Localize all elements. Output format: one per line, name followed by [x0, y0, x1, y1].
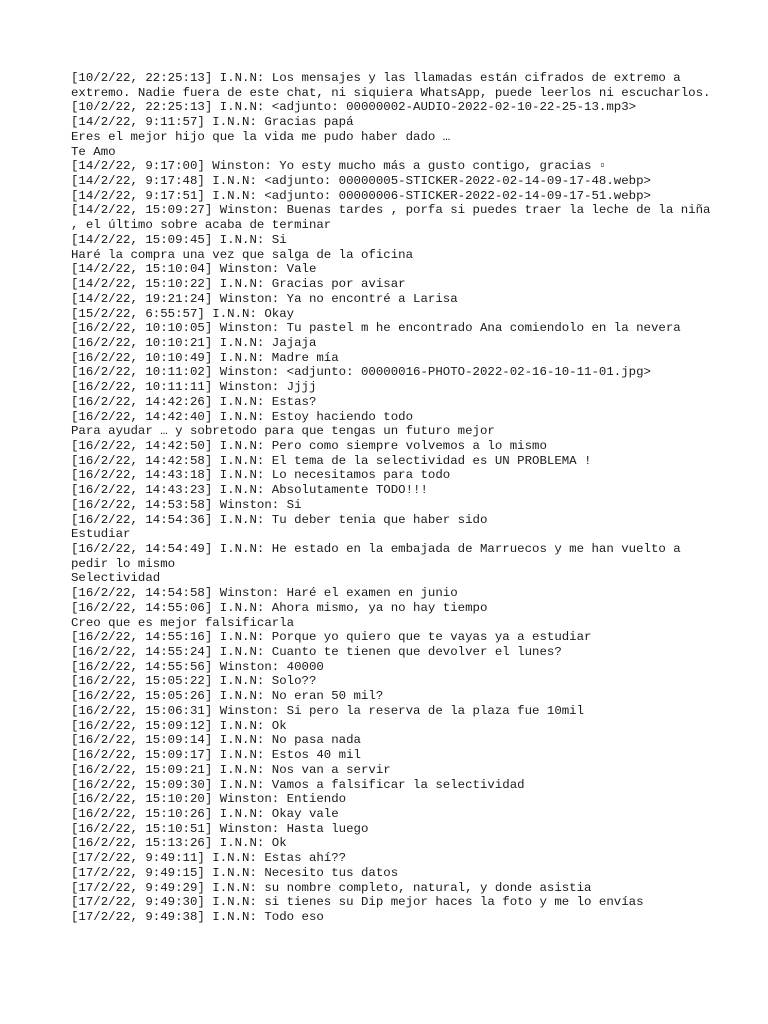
transcript-line: [15/2/22, 6:55:57] I.N.N: Okay	[71, 306, 295, 321]
transcript-line: [16/2/22, 15:10:26] I.N.N: Okay vale	[71, 806, 339, 821]
transcript-line: [16/2/22, 15:09:21] I.N.N: Nos van a servir	[71, 762, 391, 777]
transcript-line: [14/2/22, 15:10:04] Winston: Vale	[71, 262, 317, 277]
transcript-line: [16/2/22, 14:43:18] I.N.N: Lo necesitamos para todo	[71, 468, 451, 483]
transcript-line: [16/2/22, 14:42:26] I.N.N: Estas?	[71, 394, 317, 409]
chat-transcript	[71, 71, 718, 925]
transcript-line: [17/2/22, 9:49:11] I.N.N: Estas ahí??	[71, 851, 347, 866]
transcript-line: [14/2/22, 9:11:57] I.N.N: Gracias papá	[71, 115, 354, 130]
transcript-line: [16/2/22, 14:55:24] I.N.N: Cuanto te tienen que devolver el lunes?	[71, 645, 562, 660]
transcript-line: Selectividad	[71, 571, 161, 586]
transcript-line: [16/2/22, 14:54:36] I.N.N: Tu deber tenia que haber sido	[71, 512, 488, 527]
transcript-line: [14/2/22, 15:09:27] Winston: Buenas tardes , porfa si puedes traer la leche de la niña , el último sobre acaba de terminar	[71, 203, 718, 233]
transcript-line: Te Amo	[71, 144, 116, 159]
transcript-line: [16/2/22, 15:09:30] I.N.N: Vamos a falsificar la selectividad	[71, 777, 525, 792]
transcript-line: [14/2/22, 9:17:51] I.N.N: <adjunto: 00000006-STICKER-2022-02-14-09-17-51.webp>	[71, 188, 651, 203]
transcript-line: [16/2/22, 14:54:49] I.N.N: He estado en la embajada de Marruecos y me han vuelto a pedir lo mismo	[71, 542, 689, 571]
transcript-line: [16/2/22, 10:10:49] I.N.N: Madre mía	[71, 350, 339, 365]
transcript-line: [16/2/22, 14:42:58] I.N.N: El tema de la selectividad es UN PROBLEMA !	[71, 453, 592, 468]
transcript-line: [16/2/22, 15:05:26] I.N.N: No eran 50 mil?	[71, 689, 384, 704]
transcript-line: [10/2/22, 22:25:13] I.N.N: Los mensajes y las llamadas están cifrados de extremo a extremo. Nadie fuera de este chat, ni siquiera WhatsApp, puede leerlos ni escucharlos.	[71, 71, 711, 100]
transcript-line: Estudiar	[71, 527, 131, 542]
transcript-line: [16/2/22, 15:05:22] I.N.N: Solo??	[71, 674, 317, 689]
transcript-line: [16/2/22, 15:09:17] I.N.N: Estos 40 mil	[71, 748, 361, 763]
transcript-line: [14/2/22, 9:17:00] Winston: Yo esty mucho más a gusto contigo, gracias ▫	[71, 159, 607, 174]
transcript-line: [16/2/22, 15:13:26] I.N.N: Ok	[71, 836, 287, 851]
transcript-line: Haré la compra una vez que salga de la oficina	[71, 247, 414, 262]
transcript-line: [14/2/22, 15:10:22] I.N.N: Gracias por avisar	[71, 277, 406, 292]
transcript-line: [16/2/22, 14:54:58] Winston: Haré el examen en junio	[71, 586, 458, 601]
transcript-line: [16/2/22, 14:53:58] Winston: Si	[71, 497, 302, 512]
transcript-line: [16/2/22, 15:10:51] Winston: Hasta luego	[71, 821, 369, 836]
transcript-line: [16/2/22, 14:42:40] I.N.N: Estoy haciendo todo	[71, 409, 414, 424]
transcript-line: [16/2/22, 15:06:31] Winston: Si pero la reserva de la plaza fue 10mil	[71, 703, 585, 718]
transcript-line: [16/2/22, 10:10:05] Winston: Tu pastel m he encontrado Ana comiendolo en la nevera	[71, 321, 681, 336]
transcript-line: [16/2/22, 10:11:11] Winston: Jjjj	[71, 380, 317, 395]
transcript-line: [16/2/22, 14:55:56] Winston: 40000	[71, 659, 324, 674]
transcript-line: [17/2/22, 9:49:30] I.N.N: si tienes su Dip mejor haces la foto y me lo envías	[71, 895, 644, 910]
transcript-line: Creo que es mejor falsificarla	[71, 615, 295, 630]
transcript-line: [10/2/22, 22:25:13] I.N.N: <adjunto: 00000002-AUDIO-2022-02-10-22-25-13.mp3>	[71, 100, 637, 115]
transcript-line: [16/2/22, 14:42:50] I.N.N: Pero como siempre volvemos a lo mismo	[71, 438, 547, 453]
transcript-line: [16/2/22, 10:11:02] Winston: <adjunto: 00000016-PHOTO-2022-02-16-10-11-01.jpg>	[71, 365, 651, 380]
transcript-line: [16/2/22, 15:09:14] I.N.N: No pasa nada	[71, 733, 361, 748]
transcript-line: [17/2/22, 9:49:38] I.N.N: Todo eso	[71, 909, 324, 924]
transcript-line: [16/2/22, 10:10:21] I.N.N: Jajaja	[71, 335, 317, 350]
transcript-line: [17/2/22, 9:49:15] I.N.N: Necesito tus datos	[71, 865, 399, 880]
transcript-line: [16/2/22, 15:09:12] I.N.N: Ok	[71, 718, 287, 733]
transcript-line: [16/2/22, 14:43:23] I.N.N: Absolutamente TODO!!!	[71, 483, 428, 498]
transcript-line: [16/2/22, 15:10:20] Winston: Entiendo	[71, 792, 347, 807]
transcript-line: [14/2/22, 19:21:24] Winston: Ya no encontré a Larisa	[71, 291, 458, 306]
transcript-line: [17/2/22, 9:49:29] I.N.N: su nombre completo, natural, y donde asistia	[71, 880, 592, 895]
transcript-line: [14/2/22, 9:17:48] I.N.N: <adjunto: 00000005-STICKER-2022-02-14-09-17-48.webp>	[71, 174, 651, 189]
transcript-line: Para ayudar … y sobretodo para que tengas un futuro mejor	[71, 424, 495, 439]
transcript-line: [16/2/22, 14:55:16] I.N.N: Porque yo quiero que te vayas ya a estudiar	[71, 630, 592, 645]
transcript-line: [14/2/22, 15:09:45] I.N.N: Si	[71, 232, 287, 247]
transcript-line: Eres el mejor hijo que la vida me pudo haber dado …	[71, 129, 451, 144]
transcript-line: [16/2/22, 14:55:06] I.N.N: Ahora mismo, ya no hay tiempo	[71, 600, 488, 615]
